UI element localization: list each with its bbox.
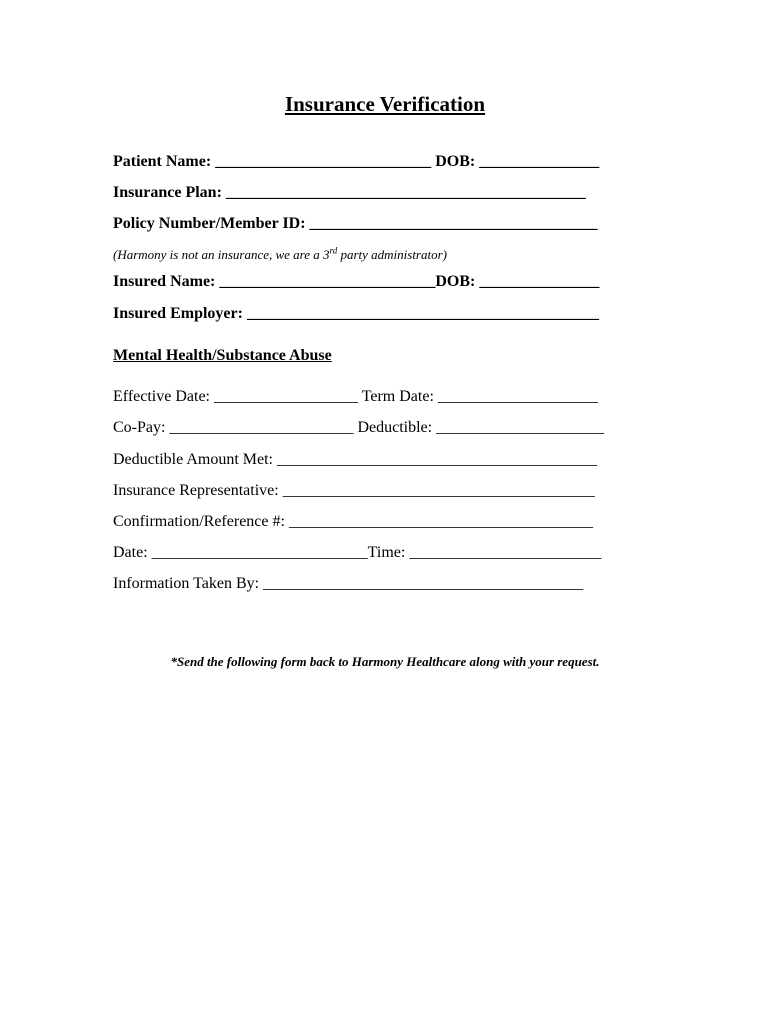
insurance-plan-field[interactable]: _____________________________________________	[221, 184, 586, 201]
patient-name-field[interactable]: ___________________________	[211, 153, 436, 170]
deductible-field[interactable]: _____________________	[432, 419, 605, 436]
note-superscript: rd	[329, 245, 338, 256]
confirmation-field[interactable]: ______________________________________	[284, 513, 593, 530]
policy-number-row	[113, 214, 598, 234]
insured-name-field[interactable]: ___________________________	[215, 273, 436, 290]
copay-field[interactable]: _______________________	[165, 419, 358, 436]
deductible-met-field[interactable]: ________________________________________	[272, 451, 597, 468]
footer-note: *Send the following form back to Harmony Healthcare along with your request.	[170, 654, 600, 669]
administrator-note	[113, 245, 447, 265]
insurance-plan-row	[113, 183, 586, 203]
term-date-label: Term Date:	[361, 388, 434, 405]
insured-name-label: Insured Name:	[113, 273, 216, 290]
dob-label: DOB:	[435, 153, 476, 170]
insured-dob-label: DOB:	[435, 273, 476, 290]
policy-number-label: Policy Number/Member ID:	[113, 215, 306, 232]
insured-employer-row	[113, 304, 599, 324]
insured-employer-label: Insured Employer:	[113, 305, 243, 322]
copay-row	[113, 418, 604, 438]
representative-row	[113, 481, 595, 501]
representative-field[interactable]: _______________________________________	[278, 482, 595, 499]
time-label: Time:	[367, 544, 406, 561]
insurance-plan-label: Insurance Plan:	[113, 184, 222, 201]
term-date-field[interactable]: ____________________	[433, 388, 598, 405]
copay-label: Co-Pay:	[113, 419, 166, 436]
policy-number-field[interactable]: ____________________________________	[305, 215, 598, 232]
effective-date-row	[113, 387, 598, 407]
taken-by-row	[113, 574, 583, 594]
patient-name-label: Patient Name:	[113, 153, 212, 170]
date-time-row	[113, 543, 601, 563]
date-label: Date:	[113, 544, 148, 561]
confirmation-label: Confirmation/Reference #:	[113, 513, 285, 530]
patient-name-row	[113, 152, 599, 172]
effective-date-label: Effective Date:	[113, 388, 210, 405]
effective-date-field[interactable]: __________________	[209, 388, 362, 405]
insured-dob-field[interactable]: _______________	[475, 273, 600, 290]
representative-label: Insurance Representative:	[113, 482, 279, 499]
time-field[interactable]: ________________________	[405, 544, 602, 561]
deductible-met-label: Deductible Amount Met:	[113, 451, 273, 468]
page-title: Insurance Verification	[284, 92, 486, 116]
insured-name-row	[113, 272, 599, 292]
note-text-end: party administrator)	[337, 247, 447, 262]
insured-employer-field[interactable]: ____________________________________________	[242, 305, 599, 322]
taken-by-field[interactable]: ________________________________________	[259, 575, 584, 592]
deductible-met-row	[113, 450, 597, 470]
dob-field[interactable]: _______________	[475, 153, 600, 170]
deductible-label: Deductible:	[357, 419, 433, 436]
note-text-start: (Harmony is not an insurance, we are a 3	[113, 247, 330, 262]
date-field[interactable]: ___________________________	[147, 544, 368, 561]
confirmation-row	[113, 512, 593, 532]
taken-by-label: Information Taken By:	[113, 575, 260, 592]
section-title: Mental Health/Substance Abuse	[113, 347, 332, 364]
